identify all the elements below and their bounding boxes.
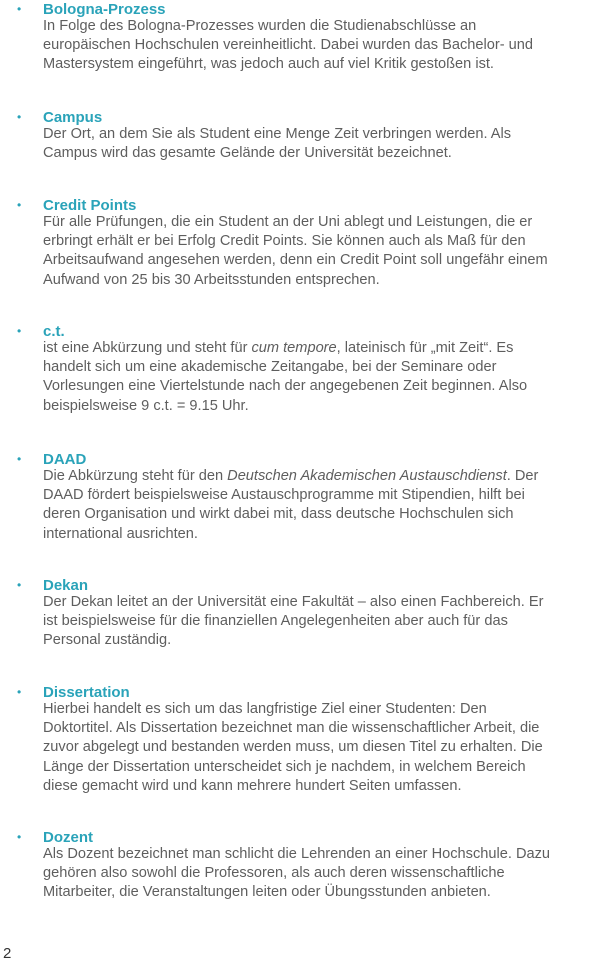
description-line: beispielsweise 9 c.t. = 9.15 Uhr. bbox=[43, 397, 249, 414]
term-title: Dozent bbox=[43, 829, 93, 846]
description-line bbox=[43, 467, 603, 486]
description-text: , lateinisch für „mit Zeit“. Es bbox=[336, 340, 514, 356]
term-title: Credit Points bbox=[43, 197, 137, 214]
italic-term: cum tempore bbox=[251, 340, 337, 356]
description-line: deren Organisation und wirkt dabei mit, dass deutsche Hochschulen sich bbox=[43, 506, 514, 523]
term-title: Dekan bbox=[43, 577, 89, 594]
bullet-icon: • bbox=[17, 578, 22, 592]
description-line: Länge der Dissertation unterscheidet sich je nachdem, in welchem Bereich bbox=[43, 758, 526, 775]
bullet-icon: • bbox=[17, 198, 22, 212]
description-line: diese gemacht wird und kann mehrere hundert Seiten umfassen. bbox=[43, 777, 462, 794]
description-line: erbringt erhält er bei Erfolg Credit Points. Sie können auch als Maß für den bbox=[43, 233, 526, 250]
description-line: Campus wird das gesamte Gelände der Universität bezeichnet. bbox=[43, 145, 452, 162]
bullet-icon: • bbox=[17, 685, 22, 699]
description-line: Als Dozent bezeichnet man schlicht die Lehrenden an einer Hochschule. Dazu bbox=[43, 846, 551, 862]
description-line: ist beispielsweise für die finanziellen Angelegenheiten aber auch für das bbox=[43, 613, 508, 630]
term-description bbox=[43, 593, 603, 651]
description-line: Vorlesungen eine Viertelstunde nach der angegebenen Zeit beginnen. Also bbox=[43, 378, 528, 395]
term-description bbox=[43, 700, 603, 796]
bullet-icon: • bbox=[17, 110, 22, 124]
description-line: Mitarbeiter, die Veranstaltungen leiten oder Übungsstunden anbieten. bbox=[43, 884, 491, 901]
term-title: Campus bbox=[43, 109, 103, 126]
term-title: Dissertation bbox=[43, 684, 130, 701]
description-line: Für alle Prüfungen, die ein Student an der Uni ablegt und Leistungen, die er bbox=[43, 214, 533, 230]
bullet-icon: • bbox=[17, 324, 22, 338]
description-line: Der Ort, an dem Sie als Student eine Menge Zeit verbringen werden. Als bbox=[43, 126, 512, 142]
description-text: Die Abkürzung steht für den bbox=[43, 468, 228, 484]
bullet-icon: • bbox=[17, 2, 22, 16]
term-description bbox=[43, 467, 603, 544]
description-line: gehören also sowohl die Professoren, als auch deren wissenschaftliche bbox=[43, 865, 505, 882]
description-line: Der Dekan leitet an der Universität eine Fakultät – also einen Fachbereich. Er bbox=[43, 594, 544, 610]
term-title: Bologna-Prozess bbox=[43, 1, 166, 18]
term-description bbox=[43, 125, 603, 163]
term-description bbox=[43, 17, 603, 75]
description-line: Personal zuständig. bbox=[43, 632, 172, 649]
term-title: DAAD bbox=[43, 451, 87, 468]
page-number: 2 bbox=[3, 945, 12, 962]
term-description bbox=[43, 339, 603, 416]
description-line: zuvor abgelegt und bestanden werden muss, um diesen Titel zu erhalten. Die bbox=[43, 739, 543, 756]
description-text: . Der bbox=[506, 468, 539, 484]
description-line: Hierbei handelt es sich um das langfristige Ziel einer Studenten: Den bbox=[43, 701, 487, 717]
description-line: Arbeitsaufwand angesehen werden, denn ein Credit Point soll ungefähr einem bbox=[43, 252, 548, 269]
description-line: europäischen Hochschulen vereinheitlicht. Dabei wurden das Bachelor- und bbox=[43, 37, 533, 54]
description-line: In Folge des Bologna-Prozesses wurden die Studienabschlüsse an bbox=[43, 18, 477, 34]
description-line bbox=[43, 339, 603, 358]
term-title: c.t. bbox=[43, 323, 65, 340]
description-line: Aufwand von 25 bis 30 Arbeitsstunden entsprechen. bbox=[43, 271, 380, 288]
description-line: handelt sich um eine akademische Zeitangabe, bei der Seminare oder bbox=[43, 359, 497, 376]
description-line: DAAD fördert beispielsweise Austauschprogramme mit Stipendien, hilft bei bbox=[43, 487, 525, 504]
description-text: ist eine Abkürzung und steht für bbox=[43, 340, 252, 356]
description-line: Mastersystem eingeführt, was jedoch auch auf viel Kritik gestoßen ist. bbox=[43, 56, 494, 73]
bullet-icon: • bbox=[17, 830, 22, 844]
italic-term: Deutschen Akademischen Austauschdienst bbox=[227, 468, 507, 484]
term-description bbox=[43, 845, 603, 903]
term-description bbox=[43, 213, 603, 290]
description-line: international ausrichten. bbox=[43, 525, 198, 542]
description-line: Doktortitel. Als Dissertation bezeichnet man die wissenschaftlicher Arbeit, die bbox=[43, 720, 540, 737]
bullet-icon: • bbox=[17, 452, 22, 466]
